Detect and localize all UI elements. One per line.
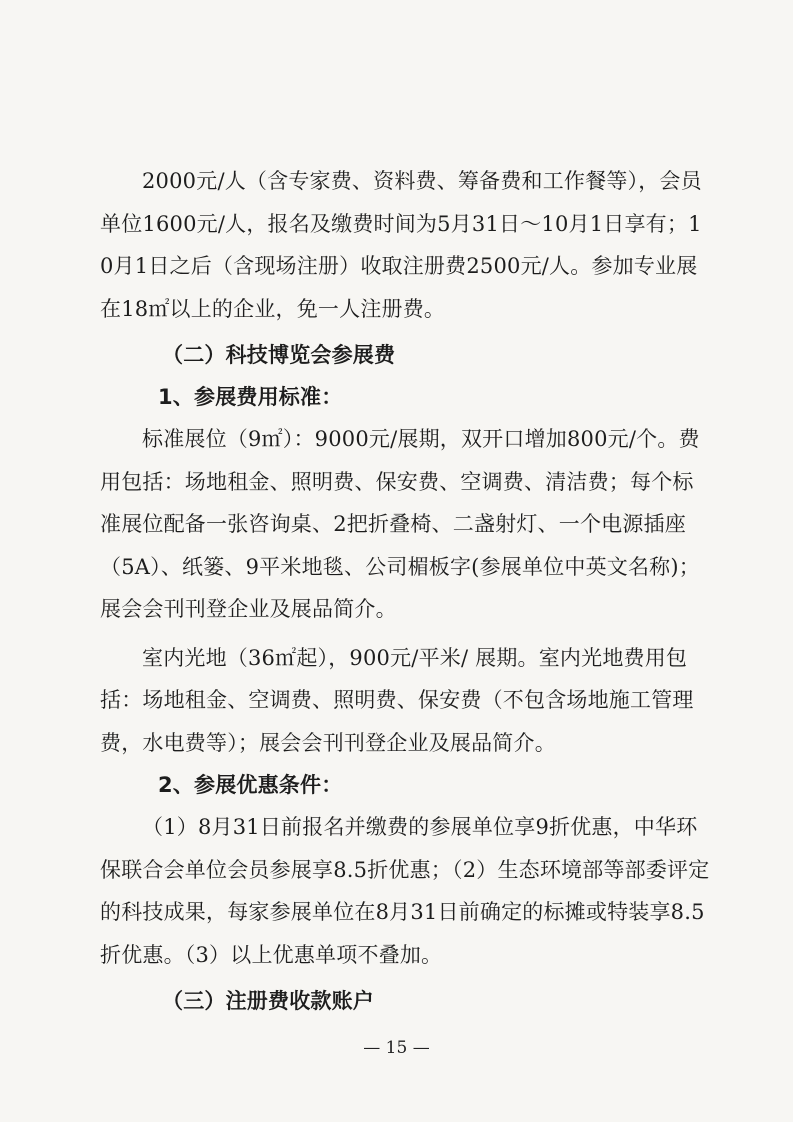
standard-booth-paragraph: 标准展位（9㎡）：9000元/展期，双开口增加800元/个。费用包括：场地租金、照明费、保安费、空调费、清洁费；每个标准展位配备一张咨询桌、2把折叠椅、二盏射灯、一个电源插座（5A）、纸篓、9平米地毯、公司楣板字(参展单位中英文名称)；展会会刊刊登企业及展品简介。 [100,427,700,621]
registration-fee-paragraph: 2000元/人（含专家费、资料费、筹备费和工作餐等），会员单位1600元/人，报名及缴费时间为5月31日～10月1日享有；10月1日之后（含现场注册）收取注册费2500元/人。参加专业展在18㎡以上的企业，免一人注册费。 [100,169,702,321]
section-heading-account: （三）注册费收款账户 [162,989,374,1013]
page-number: — 15 — [363,1038,430,1058]
subheading-fee-standard: 1、参展费用标准： [158,385,343,409]
section-heading-expo-fees: （二）科技博览会参展费 [162,343,396,367]
document-content [100,160,712,1022]
discount-paragraph: （1）8月31日前报名并缴费的参展单位享9折优惠，中华环保联合会单位会员参展享8.5折优惠；（2）生态环境部等部委评定的科技成果，每家参展单位在8月31日前确定的标摊或特装享8.5折优惠。（3）以上优惠单项不叠加。 [100,815,710,967]
subheading-discount-conditions: 2、参展优惠条件： [158,773,343,797]
raw-space-paragraph: 室内光地（36㎡起），900元/平米/ 展期。室内光地费用包括：场地租金、空调费、照明费、保安费（不包含场地施工管理费，水电费等）；展会会刊刊登企业及展品简介。 [100,645,694,755]
